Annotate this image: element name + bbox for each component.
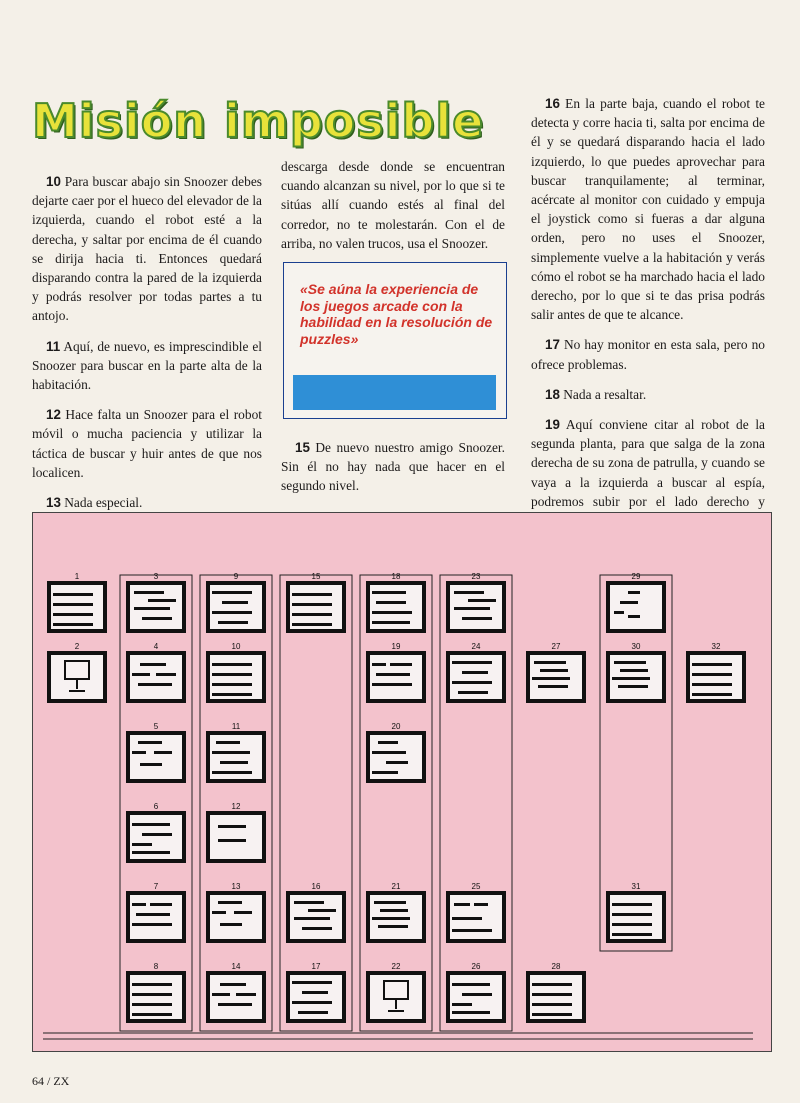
- room-29: [608, 583, 664, 631]
- quote-color-bar: [293, 375, 496, 410]
- room-platform: [53, 623, 93, 626]
- paragraph-18: 18 Nada a resaltar.: [545, 386, 647, 402]
- room-label-24: 24: [471, 642, 481, 651]
- room-platform: [372, 663, 386, 666]
- room-platform: [372, 611, 412, 614]
- room-label-32: 32: [711, 642, 721, 651]
- room-platform: [374, 901, 406, 904]
- paragraph-12: 12 Hace falta un Snoozer para el robot móvil o mucha paciencia y utilizar la táctica de buscar y huir antes de que nos localicen.: [32, 407, 262, 480]
- room-7: [128, 893, 184, 941]
- room-platform: [132, 903, 146, 906]
- room-platform: [216, 741, 240, 744]
- room-label-6: 6: [153, 802, 159, 811]
- room-platform: [142, 617, 172, 620]
- room-5: [128, 733, 184, 781]
- room-label-19: 19: [391, 642, 401, 651]
- room-label-29: 29: [631, 572, 641, 581]
- text-column-3: [531, 94, 765, 541]
- room-label-30: 30: [631, 642, 641, 651]
- room-platform: [140, 763, 162, 766]
- room-platform: [612, 923, 652, 926]
- room-label-27: 27: [551, 642, 561, 651]
- room-label-3: 3: [153, 572, 159, 581]
- paragraph-17: 17 No hay monitor en esta sala, pero no ofrece problemas.: [531, 337, 765, 372]
- room-platform: [212, 683, 252, 686]
- room-platform: [620, 601, 638, 604]
- room-platform: [294, 901, 324, 904]
- room-platform: [292, 1001, 332, 1004]
- room-platform: [692, 673, 732, 676]
- room-platform: [212, 751, 250, 754]
- room-platform: [218, 839, 246, 842]
- room-label-22: 22: [391, 962, 401, 971]
- room-platform: [628, 591, 640, 594]
- room-platform: [292, 623, 332, 626]
- room-label-28: 28: [551, 962, 561, 971]
- room-label-25: 25: [471, 882, 481, 891]
- room-label-12: 12: [231, 802, 241, 811]
- room-label-16: 16: [311, 882, 321, 891]
- room-platform: [532, 983, 572, 986]
- room-platform: [458, 691, 488, 694]
- room-platform: [222, 601, 248, 604]
- paragraph-15: 15 De nuevo nuestro amigo Snoozer. Sin él no hay nada que hacer en el segundo nivel.: [281, 440, 505, 494]
- room-platform: [294, 917, 330, 920]
- room-platform: [538, 685, 568, 688]
- room-platform: [212, 911, 226, 914]
- room-platform: [136, 913, 170, 916]
- room-label-1: 1: [74, 572, 80, 581]
- room-platform: [532, 1003, 572, 1006]
- room-platform: [376, 673, 410, 676]
- room-label-18: 18: [391, 572, 401, 581]
- room-14: [208, 973, 264, 1021]
- room-label-26: 26: [471, 962, 481, 971]
- map-drawing: [33, 513, 771, 1051]
- paragraph-10: 10 Para buscar abajo sin Snoozer debes dejarte caer por el hueco del elevador de la izquierda, cuando el robot esté a la derecha, y saltar por encima de él cuando se dirija hacia ti. Entonces quedará disparando contra la pared de la izquierda y podrás resolver por todas partes a tu antojo.: [32, 174, 262, 324]
- room-platform: [612, 933, 652, 936]
- room-platform: [378, 741, 398, 744]
- room-platform: [612, 677, 650, 680]
- room-platform: [298, 1011, 328, 1014]
- room-platform: [454, 903, 470, 906]
- room-platform: [142, 833, 172, 836]
- room-platform: [532, 993, 572, 996]
- room-label-17: 17: [311, 962, 321, 971]
- room-platform: [134, 591, 164, 594]
- room-label-11: 11: [231, 722, 241, 731]
- room-label-15: 15: [311, 572, 321, 581]
- room-label-5: 5: [153, 722, 159, 731]
- room-platform: [154, 751, 172, 754]
- room-platform: [532, 1013, 572, 1016]
- room-platform: [53, 603, 93, 606]
- paragraph-16: 16 En la parte baja, cuando el robot te detecta y corre hacia ti, salta por encima de él y se quedará disparando hacia el lado izquierdo, lo que puedes aprovechar para buscar tranquilamente; al terminar, acércate al monitor con cuidado y empuja el joystick como si fueras a dar alguna orden, pero no uses el Snoozer, simplemente vuelve a la habitación y verás cómo el robot se ha marchado hacia el lado derecho, por lo que si te das prisa podrás salir antes de que te alcance.: [531, 96, 765, 323]
- room-platform: [132, 673, 150, 676]
- room-platform: [212, 673, 252, 676]
- room-platform: [628, 615, 640, 618]
- room-platform: [452, 1003, 472, 1006]
- room-platform: [212, 591, 252, 594]
- room-platform: [138, 741, 162, 744]
- room-platform: [218, 621, 248, 624]
- room-platform: [292, 603, 332, 606]
- room-label-10: 10: [231, 642, 241, 651]
- pull-quote: «Se aúna la experiencia de los juegos arcade con la habilidad en la resolución de puzzles»: [300, 281, 493, 347]
- room-platform: [692, 693, 732, 696]
- room-platform: [620, 669, 648, 672]
- text-column-2: [281, 157, 505, 264]
- room-platform: [452, 917, 482, 920]
- room-platform: [372, 917, 410, 920]
- room-platform: [380, 909, 408, 912]
- paragraph-19: 19 Aquí conviene citar al robot de la segunda planta, para que salga de la zona derecha de su zona de patrulla, y cuando se vaya a la izquierda a buscar al espía, podremos subir por el lado derecho y: [531, 417, 766, 509]
- room-platform: [612, 903, 652, 906]
- room-platform: [612, 913, 652, 916]
- text-column-2-bottom: [281, 438, 505, 507]
- room-platform: [452, 929, 492, 932]
- room-platform: [372, 751, 406, 754]
- room-platform: [462, 617, 492, 620]
- room-label-2: 2: [74, 642, 80, 651]
- room-platform: [474, 903, 488, 906]
- page-title: Misión imposible: [32, 94, 485, 148]
- room-12: [208, 813, 264, 861]
- paragraph-13: 13 Nada especial.: [46, 495, 143, 511]
- room-platform: [462, 671, 488, 674]
- room-platform: [134, 607, 170, 610]
- page-footer: 64 / ZX: [32, 1074, 70, 1088]
- room-platform: [468, 599, 496, 602]
- room-platform: [212, 771, 252, 774]
- room-platform: [452, 1011, 490, 1014]
- room-platform: [132, 851, 170, 854]
- room-platform: [618, 685, 648, 688]
- room-platform: [534, 661, 566, 664]
- room-platform: [376, 601, 406, 604]
- room-platform: [292, 593, 332, 596]
- room-label-4: 4: [153, 642, 159, 651]
- room-platform: [302, 927, 332, 930]
- room-platform: [614, 661, 646, 664]
- room-19: [368, 653, 424, 701]
- room-platform: [220, 983, 246, 986]
- room-platform: [462, 993, 492, 996]
- room-platform: [692, 683, 732, 686]
- room-platform: [454, 591, 484, 594]
- room-platform: [212, 663, 252, 666]
- room-label-31: 31: [631, 882, 641, 891]
- room-platform: [218, 1003, 252, 1006]
- room-platform: [140, 663, 166, 666]
- room-platform: [220, 761, 248, 764]
- room-platform: [540, 669, 568, 672]
- room-platform: [132, 993, 172, 996]
- room-platform: [132, 1013, 172, 1016]
- room-platform: [372, 683, 412, 686]
- room-label-23: 23: [471, 572, 481, 581]
- room-platform: [378, 925, 408, 928]
- room-platform: [454, 607, 490, 610]
- room-platform: [53, 613, 93, 616]
- room-label-7: 7: [153, 882, 159, 891]
- room-platform: [138, 683, 172, 686]
- room-platform: [532, 677, 570, 680]
- room-platform: [132, 923, 172, 926]
- room-platform: [292, 981, 332, 984]
- room-platform: [234, 911, 252, 914]
- room-label-21: 21: [391, 882, 401, 891]
- room-13: [208, 893, 264, 941]
- room-label-13: 13: [231, 882, 241, 891]
- room-4: [128, 653, 184, 701]
- room-platform: [132, 1003, 172, 1006]
- room-platform: [212, 693, 252, 696]
- room-platform: [218, 825, 246, 828]
- room-platform: [156, 673, 176, 676]
- room-platform: [390, 663, 412, 666]
- room-platform: [372, 771, 398, 774]
- room-platform: [132, 751, 146, 754]
- room-platform: [692, 663, 732, 666]
- room-platform: [452, 681, 492, 684]
- room-label-9: 9: [233, 572, 239, 581]
- room-platform: [452, 661, 492, 664]
- game-map: [32, 512, 772, 1052]
- room-platform: [53, 593, 93, 596]
- room-platform: [614, 611, 624, 614]
- pull-quote-box: [283, 262, 507, 419]
- room-platform: [212, 993, 230, 996]
- room-platform: [212, 611, 252, 614]
- room-platform: [148, 599, 176, 602]
- room-platform: [236, 993, 256, 996]
- paragraph-14-continued: descarga desde donde se encuentran cuando alcanzan su nivel, por lo que si te sitúas allí cuando estés al final del corredor, no te molestarán. Con el de arriba, no valen trucos, usa el Snoozer.: [281, 159, 505, 251]
- room-label-8: 8: [153, 962, 159, 971]
- room-platform: [132, 983, 172, 986]
- room-platform: [150, 903, 172, 906]
- room-platform: [218, 901, 242, 904]
- room-label-14: 14: [231, 962, 241, 971]
- room-platform: [308, 909, 336, 912]
- room-platform: [132, 823, 170, 826]
- room-label-20: 20: [391, 722, 401, 731]
- room-platform: [302, 991, 328, 994]
- room-platform: [132, 843, 152, 846]
- room-platform: [452, 983, 490, 986]
- room-platform: [372, 621, 410, 624]
- room-platform: [292, 613, 332, 616]
- paragraph-11: 11 Aquí, de nuevo, es imprescindible el Snoozer para buscar en la parte alta de la habitación.: [32, 338, 262, 393]
- room-platform: [372, 591, 406, 594]
- room-platform: [386, 761, 408, 764]
- room-platform: [220, 923, 242, 926]
